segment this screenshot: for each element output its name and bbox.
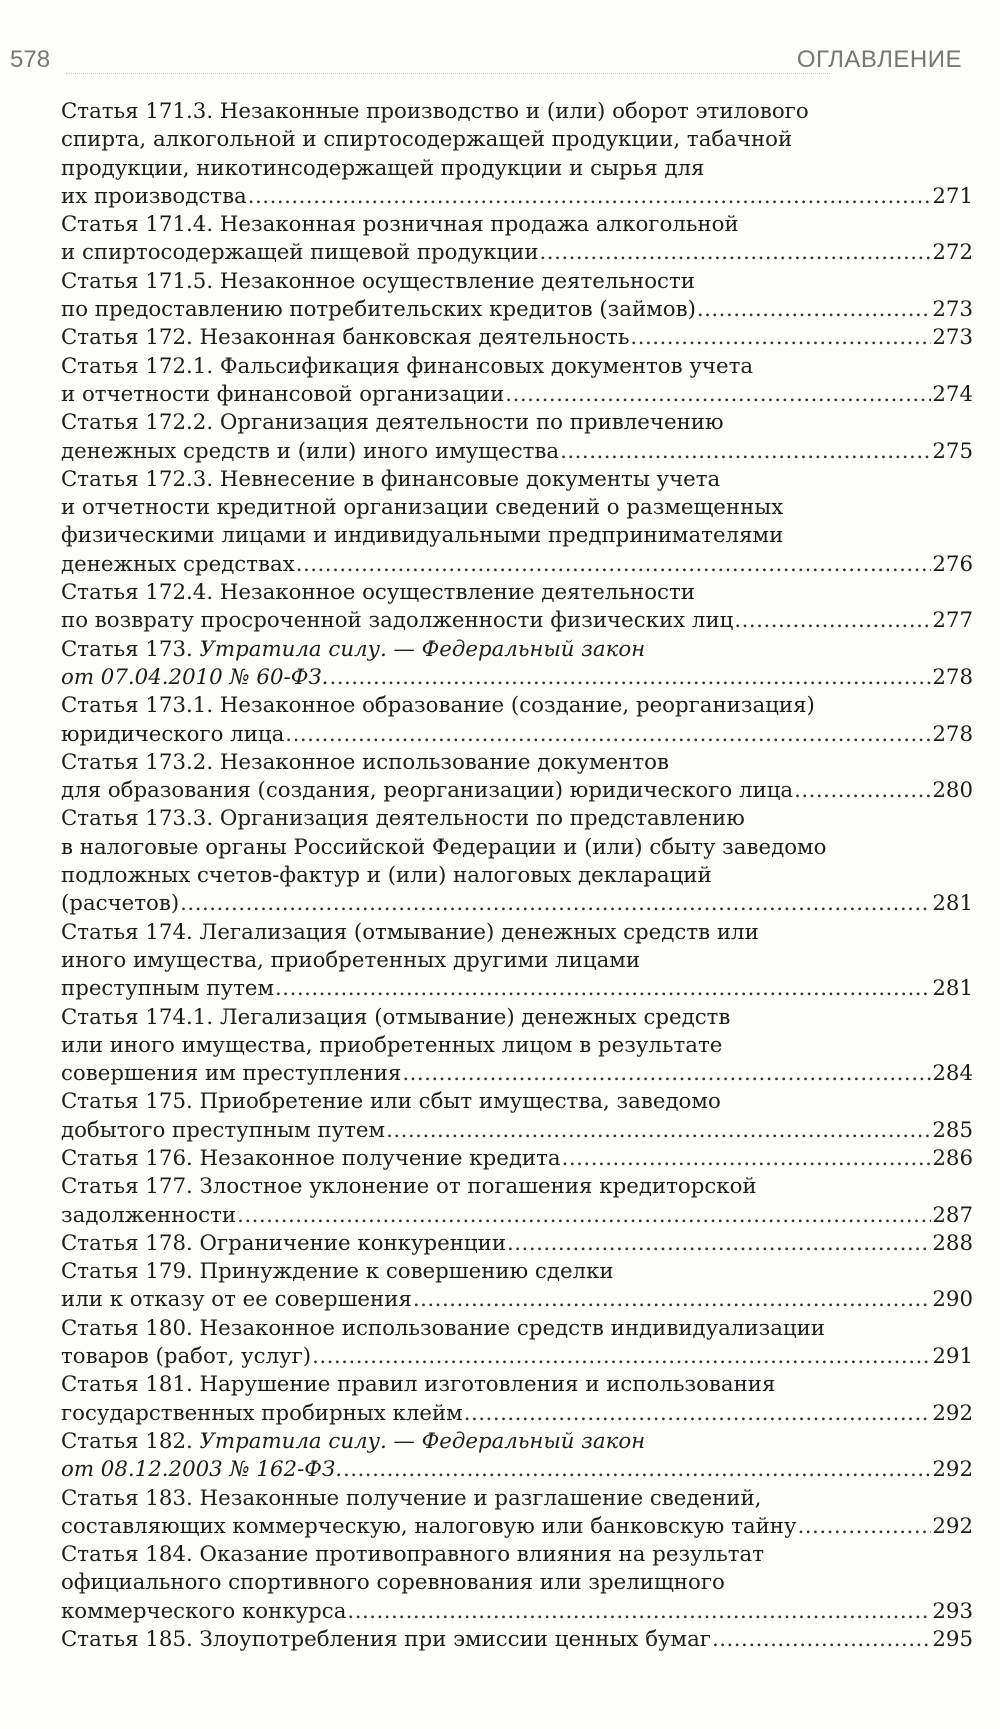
toc-entry-article-number: Статья 182.: [61, 1428, 200, 1454]
toc-entry: [61, 579, 973, 636]
toc-entry-text: [61, 1598, 346, 1626]
toc-entry-text: [61, 607, 733, 635]
toc-entry-title-text: Статья 171.3. Незаконные производство и (или) оборот этилового: [61, 99, 809, 124]
toc-entry-last-line: [61, 438, 973, 466]
toc-page-number: 288: [932, 1230, 973, 1256]
dot-leader: [347, 1598, 931, 1626]
toc-entry-title-text: по предоставлению потребительских кредитов (займов): [61, 297, 696, 323]
toc-entry-title-text: официального спортивного соревнования или зрелищного: [61, 1570, 725, 1596]
toc-entry-last-line: [61, 183, 973, 211]
toc-page-number: 276: [932, 551, 973, 577]
toc-page-number: 295: [932, 1627, 973, 1653]
toc-entry-text: [61, 580, 695, 605]
toc-entry-text: [61, 664, 328, 692]
toc-entry-title-text: государственных пробирных клейм: [61, 1400, 463, 1426]
toc-entry-line: [61, 1032, 973, 1060]
toc-entry-text: [61, 239, 539, 267]
toc-entry-last-line: [61, 1456, 973, 1484]
toc-entry-line: [61, 1428, 973, 1456]
toc-page-number: 285: [932, 1117, 973, 1143]
toc-entry-text: [61, 1513, 797, 1541]
toc-entry-last-line: [61, 1286, 973, 1314]
toc-entry-text: [61, 920, 759, 945]
toc-entry: [61, 324, 973, 352]
toc-entry-title-text: и отчетности финансовой организации: [61, 381, 505, 407]
toc-page-number: 291: [932, 1344, 973, 1370]
toc-entry: [61, 1485, 973, 1542]
toc-entry-line: [61, 947, 973, 975]
toc-entry-title-text: Статья 180. Незаконное использование средств индивидуализации: [61, 1315, 825, 1341]
toc-page-number: 280: [932, 778, 973, 804]
dot-leader: [794, 777, 931, 805]
toc-entry-text: [61, 296, 696, 324]
toc-entry-title-text: и спиртосодержащей пищевой продукции: [61, 240, 539, 266]
dot-leader: [507, 1230, 931, 1258]
dot-leader: [248, 183, 932, 211]
toc-entry-last-line: [61, 1060, 973, 1088]
toc-entry-last-line: [61, 551, 973, 579]
toc-entry-line: [61, 1173, 973, 1201]
toc-entry-text: [61, 99, 809, 124]
toc-entry-line: [61, 749, 973, 777]
toc-entry-title-text: их производства: [61, 183, 247, 209]
toc-entry-text: [61, 381, 504, 409]
toc-entry-text: [61, 1033, 722, 1058]
toc-entry-last-line: [61, 239, 973, 267]
toc-entry-text: [61, 1372, 775, 1397]
dot-leader: [798, 1513, 932, 1541]
toc-entry-title-text: Статья 174. Легализация (отмывание) денежных средств или: [61, 919, 759, 945]
toc-entry-text: [61, 183, 247, 211]
toc-entry-line: [61, 1541, 973, 1569]
toc-entry: [61, 692, 973, 749]
toc-entry-text: [61, 1400, 463, 1428]
toc-entry-title-text: Статья 172.1. Фальсификация финансовых документов учета: [61, 353, 754, 379]
toc-entry: [61, 409, 973, 466]
toc-entry-line: [61, 211, 973, 239]
toc-entry: [61, 1004, 973, 1089]
toc-entry-text: [61, 1429, 645, 1454]
toc-entry-title-text: Статья 172. Незаконная банковская деятельность: [61, 325, 630, 351]
toc-entry: [61, 636, 973, 693]
dot-leader: [562, 1145, 932, 1173]
toc-entry-text: [61, 777, 793, 805]
toc-entry-text: [61, 1343, 311, 1371]
page-header: [0, 0, 1000, 90]
toc-entry-title-text: Статья 173.2. Незаконное использование документов: [61, 749, 669, 775]
toc-entry-line: [61, 1371, 973, 1399]
toc-page-number: 275: [932, 438, 973, 464]
toc-entry: [61, 1541, 973, 1626]
toc-entry-text: [61, 693, 815, 718]
toc-entry: [61, 1315, 973, 1372]
dot-leader: [386, 1117, 931, 1145]
toc-entry-text: [61, 1230, 506, 1258]
toc-entry-line: [61, 1088, 973, 1116]
toc-entry-text: [61, 835, 826, 860]
toc-entry-text: [61, 1626, 711, 1654]
toc-entry-line: [61, 919, 973, 947]
toc-entry-title-text: товаров (работ, услуг): [61, 1344, 312, 1370]
toc-entry-article-number: Статья 173.: [61, 636, 200, 662]
dot-leader: [312, 1343, 931, 1371]
dot-leader: [329, 664, 931, 692]
toc-entry-title-text: совершения им преступления: [61, 1061, 402, 1087]
toc-entry-text: [61, 1259, 614, 1284]
dot-leader: [343, 1456, 931, 1484]
toc-entry-text: [61, 1060, 401, 1088]
toc-entry-text: [61, 324, 629, 352]
toc-entry-line: [61, 1258, 973, 1286]
toc-entry-text: [61, 1202, 236, 1230]
toc-entry-line: [61, 155, 973, 183]
toc-entry-title-text: и отчетности кредитной организации сведений о размещенных: [61, 495, 784, 521]
toc-entry-text: [61, 975, 274, 1003]
toc-entry-line: [61, 1485, 973, 1513]
toc-entry: [61, 1173, 973, 1230]
toc-page-number: 292: [932, 1400, 973, 1426]
toc-entry-line: [61, 126, 973, 154]
toc-entry-last-line: [61, 1400, 973, 1428]
toc-entry-title-text: составляющих коммерческую, налоговую или банковскую тайну: [61, 1513, 797, 1539]
toc-entry-text: [61, 127, 792, 152]
toc-entry-line: [61, 1004, 973, 1032]
toc-entry-last-line: [61, 721, 973, 749]
toc-entry-last-line: [61, 664, 973, 692]
toc-entry-title-text: денежных средств и (или) иного имущества: [61, 438, 560, 464]
toc-entry-text: [61, 750, 669, 775]
toc-entry-title-text: задолженности: [61, 1202, 237, 1228]
toc-entry-title-text: Статья 175. Приобретение или сбыт имущества, заведомо: [61, 1089, 721, 1115]
toc-page-number: 271: [932, 183, 973, 209]
toc-entry-text: [61, 495, 783, 520]
toc-entry-text: [61, 438, 559, 466]
toc-page-number: 281: [932, 891, 973, 917]
toc-entry-title-text: Статья 173.3. Организация деятельности по представлению: [61, 806, 745, 832]
dot-leader: [413, 1286, 931, 1314]
toc-entry-title-text: или иного имущества, приобретенных лицом в результате: [61, 1032, 723, 1058]
dot-leader: [275, 975, 931, 1003]
toc-entry: [61, 1258, 973, 1315]
toc-entry-last-line: [61, 1230, 973, 1258]
toc-entry-line: [61, 98, 973, 126]
dot-leader: [505, 381, 931, 409]
toc-entry-title-text: продукции, никотинсодержащей продукции и сырья для: [61, 155, 705, 181]
toc-entry-text: [61, 1117, 385, 1145]
toc-entry-text: [61, 410, 724, 435]
dot-leader: [180, 890, 931, 918]
toc-page-number: 273: [932, 297, 973, 323]
toc-entry-title-text: (расчетов): [61, 891, 180, 917]
header-divider: [66, 73, 830, 74]
toc-page-number: 274: [932, 381, 973, 407]
toc-entry-line: [61, 268, 973, 296]
toc-entry-last-line: [61, 1343, 973, 1371]
toc-entry-last-line: [61, 1626, 973, 1654]
toc-entry-title-text: физическими лицами и индивидуальными предпринимателями: [61, 523, 784, 549]
toc-page-number: 277: [932, 608, 973, 634]
toc-entry: [61, 805, 973, 918]
running-title: ОГЛАВЛЕНИЕ: [796, 46, 962, 73]
toc-entry-text: [61, 863, 712, 888]
toc-page-number: 292: [932, 1457, 973, 1483]
toc-page-number: 278: [932, 664, 973, 690]
dot-leader: [464, 1400, 932, 1428]
toc-entry-text: [61, 1005, 730, 1030]
toc-entry-title-text: Статья 171.5. Незаконное осуществление деятельности: [61, 268, 695, 294]
toc-entry-line: [61, 1569, 973, 1597]
toc-entry-text: [61, 890, 179, 918]
toc-entry: [61, 98, 973, 211]
toc-page-number: 287: [932, 1202, 973, 1228]
toc-entry-last-line: [61, 1598, 973, 1626]
toc-entry: [61, 1145, 973, 1173]
toc-entry-text: [61, 1316, 825, 1341]
toc-entry-title-text: Статья 176. Незаконное получение кредита: [61, 1145, 561, 1171]
toc-entry-title-text: Статья 181. Нарушение правил изготовления и использования: [61, 1372, 776, 1398]
toc-entry-title-text: по возврату просроченной задолженности физических лиц: [61, 608, 734, 634]
toc-entry-last-line: [61, 1202, 973, 1230]
toc-entry-line: [61, 409, 973, 437]
toc-entry-title-text: Утратила силу. — Федеральный закон: [199, 636, 646, 662]
toc-entry-title-text: Статья 185. Злоупотребления при эмиссии ценных бумаг: [61, 1627, 711, 1653]
dot-leader: [237, 1202, 931, 1230]
toc-entry-text: [61, 269, 695, 294]
toc-page-number: 278: [932, 721, 973, 747]
toc-entry-text: [61, 1486, 761, 1511]
toc-entry-text: [61, 1456, 342, 1484]
toc-entry-title-text: Статья 171.4. Незаконная розничная продажа алкогольной: [61, 212, 739, 238]
toc-entry-title-text: Статья 174.1. Легализация (отмывание) денежных средств: [61, 1004, 731, 1030]
toc-entry-title-text: спирта, алкогольной и спиртосодержащей продукции, табачной: [61, 127, 793, 153]
toc-page-number: 273: [932, 325, 973, 351]
toc-page-number: 292: [932, 1513, 973, 1539]
toc-entry: [61, 749, 973, 806]
toc-entry-last-line: [61, 296, 973, 324]
toc-entry: [61, 1626, 973, 1654]
toc-entry-text: [61, 212, 739, 237]
toc-entry-title-text: Статья 172.3. Невнесение в финансовые документы учета: [61, 466, 721, 492]
page-number: 578: [10, 46, 51, 73]
toc-page-number: 281: [932, 976, 973, 1002]
toc-entry: [61, 919, 973, 1004]
toc-page-number: 293: [932, 1598, 973, 1624]
toc-entry-title-text: коммерческого конкурса: [61, 1598, 347, 1624]
toc-entry-title-text: Статья 179. Принуждение к совершению сделки: [61, 1259, 614, 1285]
toc-page-number: 272: [932, 240, 973, 266]
toc-entry-title-text: добытого преступным путем: [61, 1117, 386, 1143]
toc-entry-title-text: денежных средствах: [61, 551, 295, 577]
toc-entry-text: [61, 637, 645, 662]
dot-leader: [560, 438, 931, 466]
toc-entry-title-text: преступным путем: [61, 976, 275, 1002]
toc-entry-line: [61, 636, 973, 664]
toc-entry-line: [61, 466, 973, 494]
toc-entry-line: [61, 494, 973, 522]
toc-entry: [61, 1371, 973, 1428]
dot-leader: [734, 607, 931, 635]
dot-leader: [712, 1626, 931, 1654]
toc-entry-last-line: [61, 1513, 973, 1541]
toc-entry-title-text: подложных счетов-фактур и (или) налоговых деклараций: [61, 863, 712, 889]
toc-entry-title-text: Статья 172.4. Незаконное осуществление деятельности: [61, 580, 695, 606]
toc-entry: [61, 1428, 973, 1485]
toc-entry-text: [61, 1145, 561, 1173]
toc-entry-line: [61, 1315, 973, 1343]
toc-entry-title-text: Статья 177. Злостное уклонение от погашения кредиторской: [61, 1174, 757, 1200]
toc-entry-last-line: [61, 607, 973, 635]
toc-entry-line: [61, 862, 973, 890]
dot-leader: [296, 551, 932, 579]
toc-entry-text: [61, 721, 284, 749]
toc-entry-last-line: [61, 777, 973, 805]
toc-entry-last-line: [61, 890, 973, 918]
toc-entry-line: [61, 579, 973, 607]
toc-entry-title-text: юридического лица: [61, 721, 285, 747]
toc-entry-text: [61, 1570, 725, 1595]
toc-entry-text: [61, 806, 745, 831]
toc-entry-last-line: [61, 381, 973, 409]
toc-entry-text: [61, 551, 295, 579]
toc-entry-title-text: от 07.04.2010 № 60-ФЗ.: [61, 664, 329, 690]
toc-page-number: 286: [932, 1145, 973, 1171]
toc-entry: [61, 466, 973, 579]
dot-leader: [630, 324, 931, 352]
toc-entry-title-text: Утратила силу. — Федеральный закон: [199, 1428, 646, 1454]
dot-leader: [540, 239, 932, 267]
toc-entry-line: [61, 692, 973, 720]
toc-entry-title-text: Статья 183. Незаконные получение и разглашение сведений,: [61, 1485, 762, 1511]
toc-entry-text: [61, 467, 720, 492]
toc-entry-title-text: для образования (создания, реорганизации) юридического лица: [61, 778, 794, 804]
toc-entry-title-text: в налоговые органы Российской Федерации и (или) сбыту заведомо: [61, 834, 827, 860]
toc-entry-line: [61, 834, 973, 862]
dot-leader: [402, 1060, 931, 1088]
toc-entry: [61, 211, 973, 268]
toc-entry: [61, 268, 973, 325]
toc-entry: [61, 1230, 973, 1258]
dot-leader: [697, 296, 931, 324]
toc-entry-title-text: от 08.12.2003 № 162-ФЗ.: [61, 1457, 342, 1483]
toc-entry-text: [61, 1542, 764, 1567]
toc-page-number: 284: [932, 1061, 973, 1087]
toc-entry-last-line: [61, 975, 973, 1003]
toc-entry: [61, 1088, 973, 1145]
toc-entry-text: [61, 1174, 757, 1199]
toc-entry-text: [61, 354, 753, 379]
toc-entry-title-text: Статья 178. Ограничение конкуренции: [61, 1230, 507, 1256]
toc-entry-line: [61, 522, 973, 550]
toc-entry-text: [61, 156, 704, 181]
toc-entry: [61, 353, 973, 410]
toc-entry-text: [61, 523, 783, 548]
toc-entry-last-line: [61, 1117, 973, 1145]
toc-entry-title-text: или к отказу от ее совершения: [61, 1287, 412, 1313]
toc-entry-text: [61, 948, 640, 973]
table-of-contents: [61, 98, 973, 1654]
toc-entry-title-text: иного имущества, приобретенных другими лицами: [61, 947, 641, 973]
toc-entry-title-text: Статья 184. Оказание противоправного влияния на результат: [61, 1542, 764, 1568]
toc-entry-title-text: Статья 172.2. Организация деятельности по привлечению: [61, 410, 724, 436]
dot-leader: [285, 721, 931, 749]
toc-entry-line: [61, 353, 973, 381]
toc-entry-text: [61, 1089, 721, 1114]
toc-entry-last-line: [61, 324, 973, 352]
toc-entry-last-line: [61, 1145, 973, 1173]
toc-entry-line: [61, 805, 973, 833]
toc-entry-title-text: Статья 173.1. Незаконное образование (создание, реорганизация): [61, 693, 815, 719]
toc-entry-text: [61, 1286, 412, 1314]
toc-page-number: 290: [932, 1287, 973, 1313]
